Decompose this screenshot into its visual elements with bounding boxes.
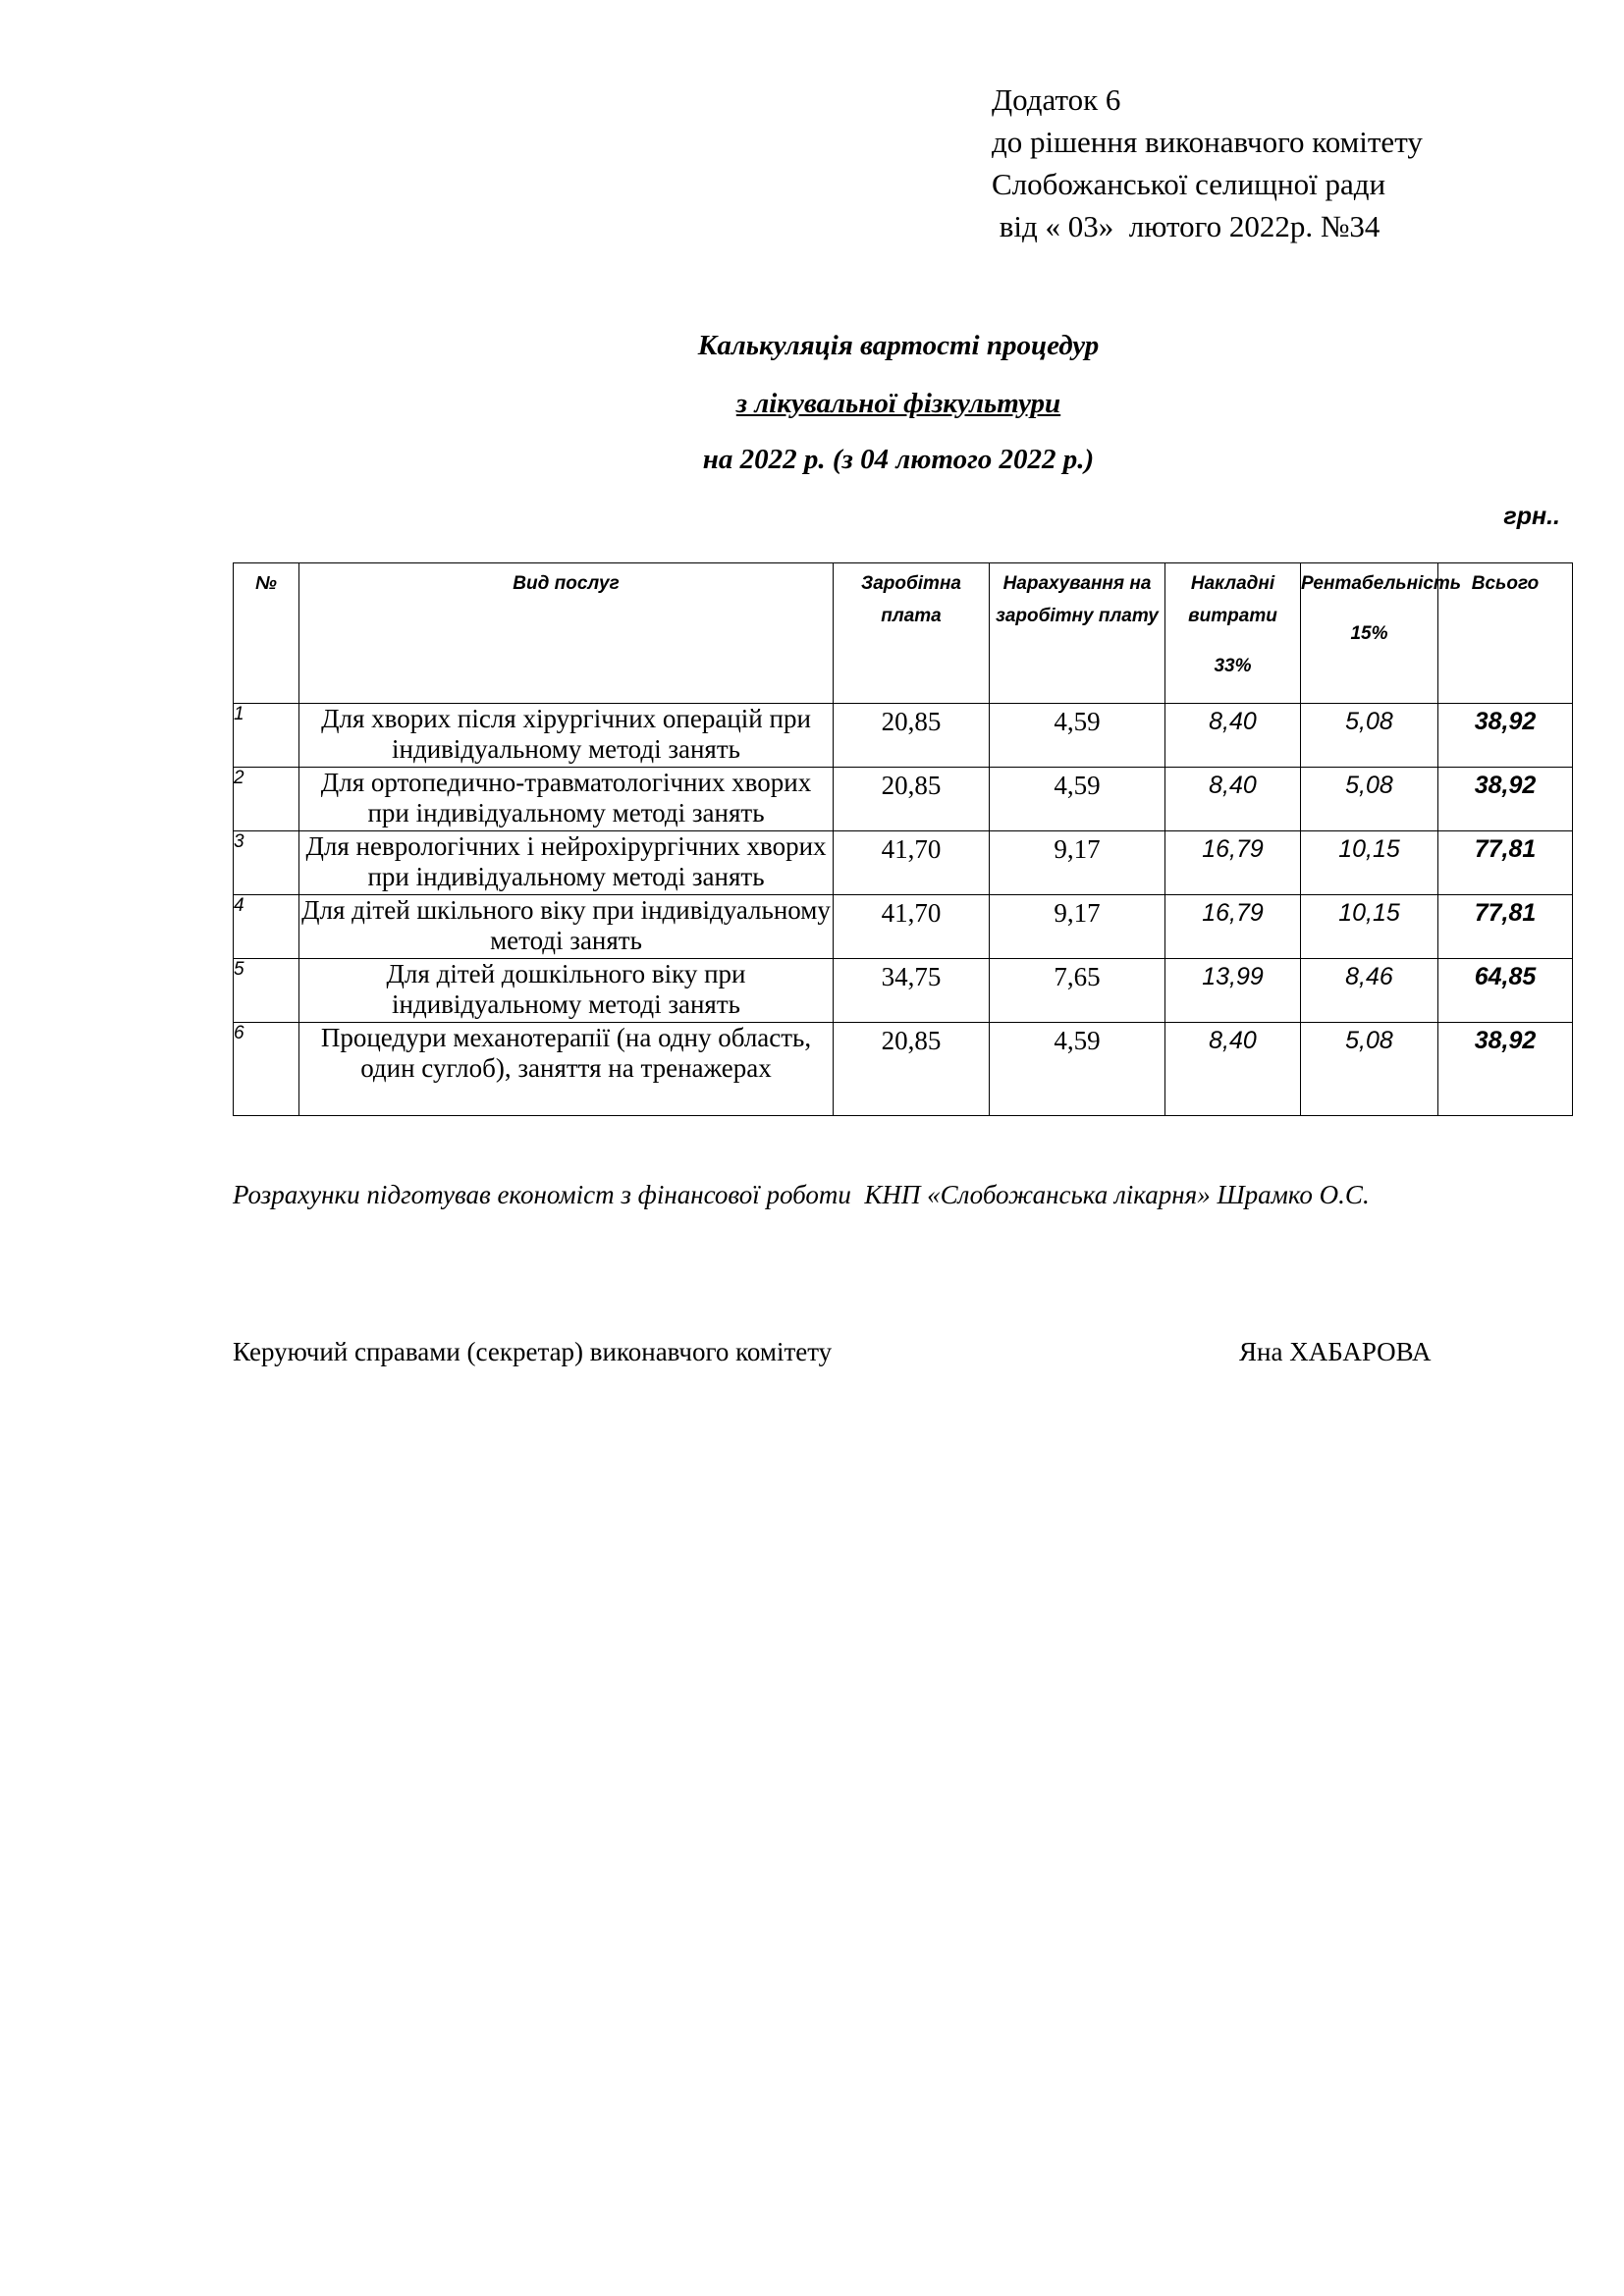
row-number: 2 [234,768,299,831]
row-accruals: 4,59 [990,704,1165,768]
cost-calculation-table [233,562,1573,1116]
appendix-line-3: Слобожанської селищної ради [992,167,1386,201]
appendix-line-1: Додаток 6 [992,82,1121,117]
table-row [234,959,1573,1023]
row-service: Для неврологічних і нейрохірургічних хворих при індивідуальному методі занять [299,831,834,895]
row-overhead: 13,99 [1165,959,1301,1023]
currency-unit: грн.. [1503,503,1560,530]
header-profit-label: Рентабельність [1301,573,1462,594]
row-service: Для хворих після хірургічних операцій при індивідуальному методі занять [299,704,834,768]
row-salary: 41,70 [834,895,990,959]
row-overhead: 8,40 [1165,768,1301,831]
table-row [234,704,1573,768]
row-salary: 20,85 [834,768,990,831]
row-profit: 8,46 [1301,959,1438,1023]
row-service: Для дітей дошкільного віку при індивідуальному методі занять [299,959,834,1023]
row-accruals: 4,59 [990,768,1165,831]
header-number: № [234,563,299,704]
row-profit: 5,08 [1301,704,1438,768]
table-row [234,1023,1573,1116]
table-row [234,895,1573,959]
row-number: 6 [234,1023,299,1116]
header-profit [1301,563,1462,704]
row-number: 4 [234,895,299,959]
appendix-block [992,79,1423,247]
row-salary: 20,85 [834,1023,990,1116]
row-salary: 34,75 [834,959,990,1023]
header-accruals: Нарахування на заробітну плату [990,563,1165,704]
document-title-line-2: з лікувальної фізкультури [735,388,1061,419]
document-title-line-1: Калькуляція вартості процедур [697,330,1100,361]
row-number: 1 [234,704,299,768]
header-total: Всього [1438,563,1573,704]
signatory-name: Яна ХАБАРОВА [1239,1337,1432,1366]
document-title-line-3: на 2022 р. (з 04 лютого 2022 р.) [702,444,1095,475]
header-profit-percent: 15% [1350,623,1388,644]
header-overhead [1165,563,1301,704]
row-profit: 5,08 [1301,1023,1438,1116]
table-header-row [234,563,1573,704]
row-total: 77,81 [1438,831,1573,895]
table-row [234,831,1573,895]
row-profit: 5,08 [1301,768,1438,831]
row-total: 38,92 [1438,1023,1573,1116]
row-service: Для ортопедично-травматологічних хворих при індивідуальному методі занять [299,768,834,831]
row-total: 38,92 [1438,768,1573,831]
header-service: Вид послуг [299,563,834,704]
header-overhead-label: Накладні витрати [1188,573,1277,626]
row-profit: 10,15 [1301,831,1438,895]
row-overhead: 8,40 [1165,1023,1301,1116]
row-overhead: 16,79 [1165,895,1301,959]
appendix-line-4: від « 03» лютого 2022р. №34 [992,209,1380,243]
header-salary: Заробітна плата [834,563,990,704]
signatory-role: Керуючий справами (секретар) виконавчого комітету [233,1337,833,1366]
row-profit: 10,15 [1301,895,1438,959]
row-service: Для дітей шкільного віку при індивідуальному методі занять [299,895,834,959]
header-overhead-percent: 33% [1214,656,1252,676]
row-overhead: 16,79 [1165,831,1301,895]
row-number: 3 [234,831,299,895]
row-accruals: 7,65 [990,959,1165,1023]
row-number: 5 [234,959,299,1023]
row-accruals: 4,59 [990,1023,1165,1116]
row-total: 38,92 [1438,704,1573,768]
row-salary: 41,70 [834,831,990,895]
row-service: Процедури механотерапії (на одну область, один суглоб), заняття на тренажерах [299,1023,834,1116]
row-accruals: 9,17 [990,895,1165,959]
row-salary: 20,85 [834,704,990,768]
row-total: 64,85 [1438,959,1573,1023]
row-overhead: 8,40 [1165,704,1301,768]
appendix-line-2: до рішення виконавчого комітету [992,125,1423,159]
table-row [234,768,1573,831]
row-total: 77,81 [1438,895,1573,959]
prepared-by-note: Розрахунки підготував економіст з фінансової роботи КНП «Слобожанська лікарня» Шрамко О.С. [233,1180,1370,1209]
row-accruals: 9,17 [990,831,1165,895]
